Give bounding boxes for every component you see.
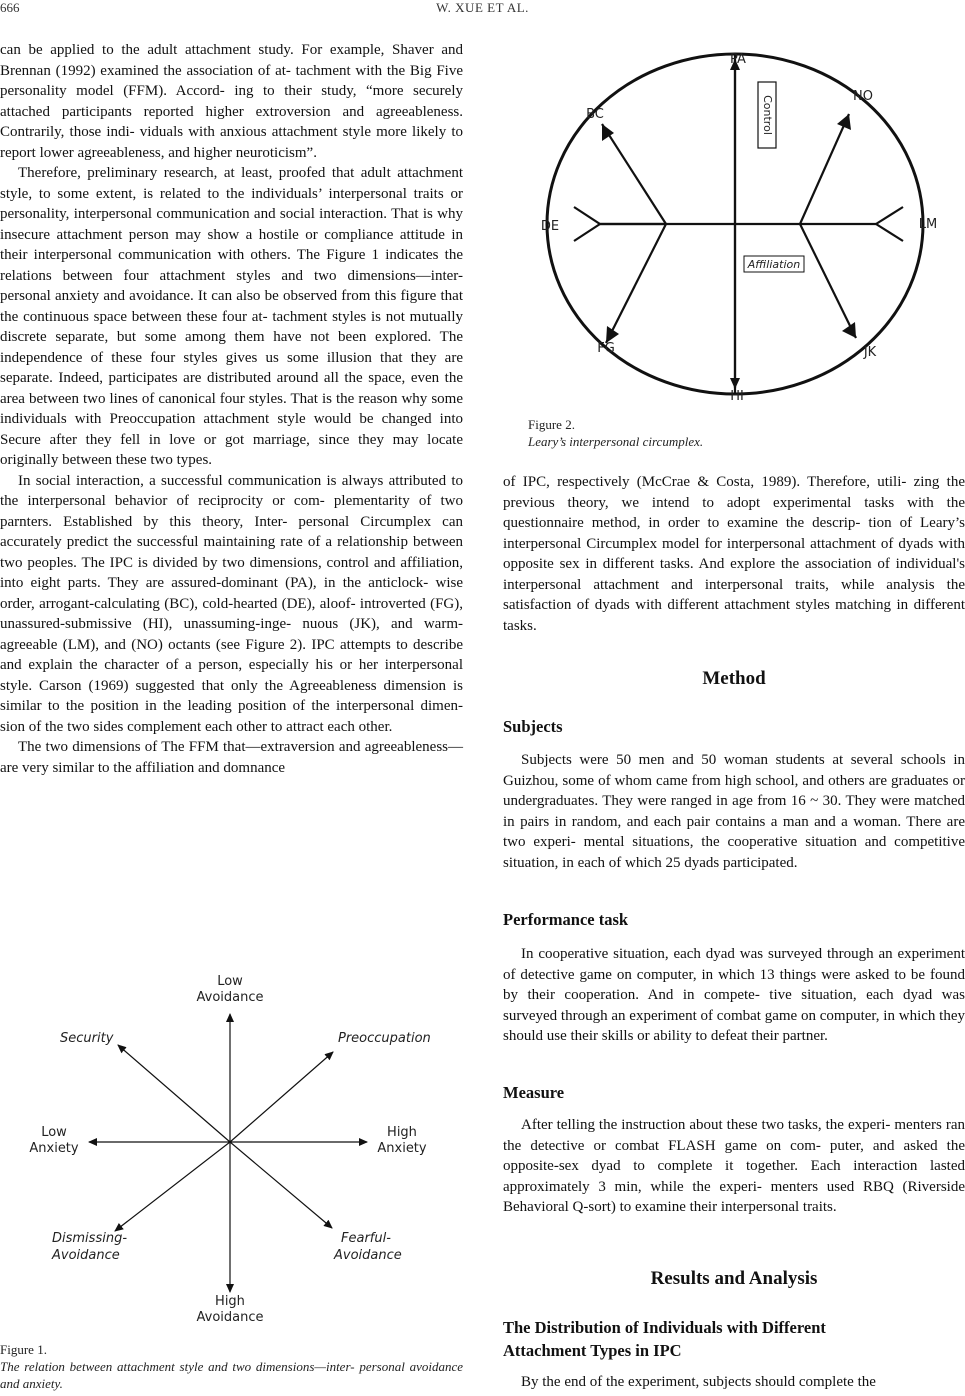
section-heading-results: Results and Analysis xyxy=(650,1268,818,1289)
arrow-jk xyxy=(800,224,856,338)
subsection-heading-measure: Measure xyxy=(503,1083,565,1102)
final-text xyxy=(503,1372,965,1393)
affiliation-label: Affiliation xyxy=(747,258,801,271)
right-column-intro xyxy=(503,472,965,636)
paragraph: Subjects were 50 men and 50 woman students at several schools in Guizhou, some of whom came from high school, and others are graduates or undergraduates. They were ranged in age from 16 ~ 30. They were matched in pairs in random, and each pair contains a man and a woman. There are two experi- mental situations, the cooperative situation and competitive situation, in each of which 25 dyads participated. xyxy=(503,752,965,871)
arrow-upper-right xyxy=(230,1052,333,1142)
subsection-heading-performance: Performance task xyxy=(503,910,629,929)
figure-1-caption-label: Figure 1. xyxy=(0,1342,47,1357)
octant-lm: LM xyxy=(918,217,938,232)
label-security: Security xyxy=(60,1031,114,1046)
control-label: Control xyxy=(761,95,774,135)
page-number: 666 xyxy=(0,0,20,15)
figure-1-diagram xyxy=(22,966,442,1328)
arrow-bc xyxy=(602,124,666,224)
label-low-avoidance-1: Low xyxy=(217,974,243,989)
section-heading-method: Method xyxy=(702,668,766,689)
label-low-anxiety-2: Anxiety xyxy=(29,1141,79,1156)
figure-2-caption-title: Leary’s interpersonal circumplex. xyxy=(528,434,704,449)
label-high-anxiety-2: Anxiety xyxy=(377,1141,427,1156)
paragraph: In social interaction, a successful communication is always attributed to the interpersonal behavior of reciprocity or com- plementarity of two parnters. Established by this theory, Inter- personal Circumplex can accurately predict the successful maintaining rate of a relationship between two peoples. The IPC is divided by two dimensions, control and affiliation, into eight parts. They are assured-dominant (PA), in the anticlock- wise order, arrogant-calculating (BC), cold-hearted (DE), aloof- introverted (FG), unassured-submissive (HI), unassuming-inge- nuous (JK), and warm-agreeable (LM), and (NO) octants (see Figure 2). IPC attempts to describe and explain the character of a person, especially his or her interpersonal style. Carson (1969) suggested that only the Agreeableness dimension is similar to the position in the leading position of the interpersonal dimen- sion of the two sides complement each other to attract each other. xyxy=(0,472,463,735)
octant-de: DE xyxy=(540,219,560,234)
figure-1-caption xyxy=(0,1341,463,1392)
label-low-avoidance-2: Avoidance xyxy=(196,990,264,1005)
arrow-lm-lower xyxy=(876,224,903,241)
label-preoccupation: Preoccupation xyxy=(338,1031,431,1046)
label-low-anxiety-1: Low xyxy=(41,1125,67,1140)
arrow-lower-right xyxy=(230,1142,332,1228)
subsection-heading-distribution xyxy=(503,1316,965,1362)
figure-1 xyxy=(22,966,442,1328)
arrow-de-lower xyxy=(574,224,600,241)
arrow-fg xyxy=(606,224,666,343)
arrow-upper-left xyxy=(118,1045,230,1142)
octant-pa: PA xyxy=(730,52,746,67)
paragraph: In cooperative situation, each dyad was surveyed through an experiment of detective game on computer, in which 13 things were asked to be found by their cooperation. And in compete- tive situation, each dyad was surveyed through an experiment of combat game on computer, in which they should use their skills or ability to defeat their partner. xyxy=(503,946,965,1044)
running-head: W. XUE ET AL. xyxy=(436,0,529,15)
octant-bc: BC xyxy=(586,107,604,122)
paragraph: can be applied to the adult attachment study. For example, Shaver and Brennan (1992) examined the association of at- tachment with the Big Five personality model (FFM). Accord- ing to their study, “more securely attached participants reported higher extroversion and agreeableness. Contrarily, those indi- viduals with anxious attachment style more likely to report lower agreeableness, and higher neuroticism”. xyxy=(0,42,463,161)
figure-2 xyxy=(528,48,954,408)
paragraph: After telling the instruction about these two tasks, the experi- menters ran the detective or combat FLASH game on com- puter, and asked the opposite-sex dyad to complete it together. Each interaction lasted approximately 3 min, while the experi- menters used RBQ (Riverside Behavioral Q-sort) to examine their interpersonal traits. xyxy=(503,1117,965,1215)
label-dismissing-2: Avoidance xyxy=(52,1248,120,1263)
paragraph: Therefore, preliminary research, at least, proofed that adult attachment style, to some extent, is related to the individuals’ interpersonal traits or personality, interpersonal communication and social interaction. That is why insecure attachment person may show a hostile or compliance attitude in their interpersonal communication with others. The Figure 1 indicates the relations between four attachment styles and two dimensions—inter- personal anxiety and avoidance. It can also be observed from this figure that the continuous space between these four at- tachment styles is not mutually discrete separate, but some among them have not been explored. The independence of these four styles gives us some illusion that they are separate. Indeed, participates are distributed around all the space, even the area between two lines of canonical four styles. That is the reason why some individuals with Preoccupation attachment style would be changed into Secure after they fell in love or got marriage, since they may locate originally between these two types. xyxy=(0,165,463,468)
label-high-anxiety-1: High xyxy=(387,1125,417,1140)
subjects-text xyxy=(503,750,965,873)
label-dismissing-1: Dismissing- xyxy=(52,1231,128,1246)
distribution-heading-line2: Attachment Types in IPC xyxy=(503,1341,682,1360)
octant-jk: JK xyxy=(863,345,877,360)
figure-2-diagram xyxy=(528,48,954,408)
measure-text xyxy=(503,1115,965,1218)
paragraph: The two dimensions of The FFM that—extraversion and agreeableness—are very similar to the affiliation and domnance xyxy=(0,739,463,776)
octant-hi: HI xyxy=(730,389,744,404)
arrow-lower-left xyxy=(115,1142,230,1231)
label-fearful-1: Fearful- xyxy=(341,1231,391,1246)
figure-2-caption-label: Figure 2. xyxy=(528,417,575,432)
arrow-no xyxy=(800,114,849,224)
subsection-heading-subjects: Subjects xyxy=(503,717,563,736)
performance-text xyxy=(503,944,965,1047)
paragraph: of IPC, respectively (McCrae & Costa, 1989). Therefore, utili- zing the previous theory, we intend to adopt experimental tasks with the questionnaire method, in order to examine the descrip- tion of Leary’s interpersonal Circumplex model for interpersonal attachment of dyads with opposite sex in different tasks. And explore the association of individual's interpersonal attachment and interpersonal traits, while analysis the satisfaction of dyads with different attachment styles matching in different tasks. xyxy=(503,474,965,634)
label-high-avoidance-2: Avoidance xyxy=(196,1310,264,1325)
label-high-avoidance-1: High xyxy=(215,1294,245,1309)
octant-no: NO xyxy=(853,89,873,104)
figure-1-caption-title: The relation between attachment style and two dimensions—inter- personal avoidance and anxiety. xyxy=(0,1359,463,1391)
distribution-heading-line1: The Distribution of Individuals with Different xyxy=(503,1318,826,1337)
paragraph: By the end of the experiment, subjects should complete the xyxy=(521,1374,876,1390)
arrow-de-upper xyxy=(574,207,666,224)
label-fearful-2: Avoidance xyxy=(334,1248,402,1263)
left-column xyxy=(0,40,463,778)
octant-fg: FG xyxy=(597,341,615,356)
arrow-lm-upper xyxy=(876,207,903,224)
figure-2-caption xyxy=(528,416,928,450)
page-header xyxy=(0,0,965,22)
